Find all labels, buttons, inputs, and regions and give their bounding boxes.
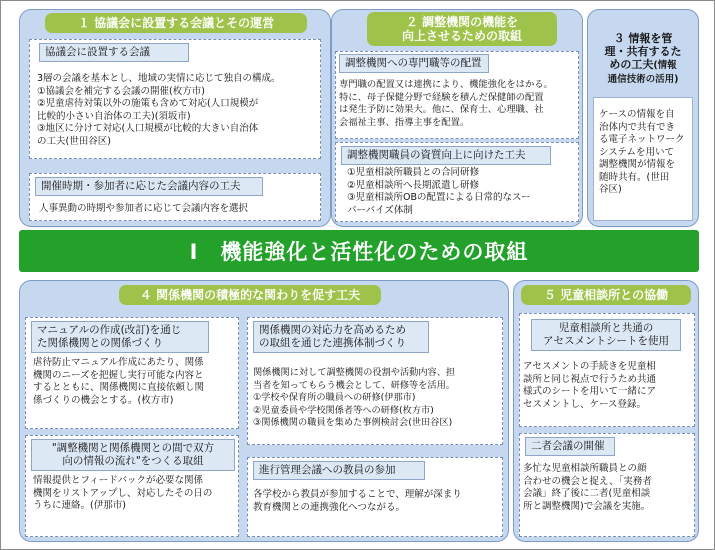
section-4-capacity-body: 関係機関に対して調整機関の役割や活動内容、担 当者を知ってもらう機会として、研修等を活用。 ①学校や保育所の職員への研修(伊那市) ②児童委員や学校関係者等への研修(枚方市) ③関係機関の職員を集めた事例検討会(世田谷区) xyxy=(253,367,456,428)
section-2-staffing-title: 調整機関への専門職等の配置 xyxy=(339,54,489,73)
section-2-staffing-body: 専門職の配置又は連携により、機能強化をはかる。 特に、母子保健分野で経験を積んだ保健師の配置 は発生予防に効果大。他に、保育士、心理職、社 会福祉主事、指導主事を配置。 xyxy=(339,79,553,128)
section-5-assessment-title: 児童相談所と共通の アセスメントシートを使用 xyxy=(531,319,681,351)
section-4-manual-title: マニュアルの作成(改訂)を通じ た関係機関との関係づくり xyxy=(31,321,209,353)
section-4-infoflow-body: 情報提供とフィードバックが必要な関係 機関をリストアップし、対応したその日の うちに連絡。(伊那市) xyxy=(33,475,213,511)
section-4-capacity-title: 関係機関の対応力を高めるため の取組を通じた連携体制づくり xyxy=(253,321,429,353)
section-4-title: ４ 関係機関の積極的な関わりを促す工夫 xyxy=(119,285,381,305)
section-4-manual-body: 虐待防止マニュアル作成にあたり、関係 機関のニーズを把握し実行可能な内容と するとともに、関係機関に直接依頼し関 係づくりの機会とする。(枚方市) xyxy=(33,357,205,406)
section-1-meeting-title: 協議会に設置する会議 xyxy=(39,43,189,62)
section-2-title: ２ 調整機関の機能を 向上させるための取組 xyxy=(367,12,557,46)
section-5-title: ５ 児童相談所との協働 xyxy=(521,285,691,305)
section-2-training-title: 調整機関職員の資質向上に向けた工夫 xyxy=(341,146,551,165)
section-4-teacher-title: 進行管理会議への教員の参加 xyxy=(253,461,425,480)
section-1-title: １ 協議会に設置する会議とその運営 xyxy=(45,13,307,33)
section-1-meeting-body: 3層の会議を基本とし、地域の実情に応じて独自の構成。 ①協議会を補完する会議の開催(枚方市) ②児童虐待対策以外の施策も含めて対応(人口規模が 比較的小さい自治体の工夫)(須坂市) ③地区に分けて対応(人口規模が比較的大きい自治体 の工夫(世田谷区) xyxy=(37,73,281,147)
section-5-assessment-body: アセスメントの手続きを児童相 談所と同じ視点で行うため共通 様式のシートを用いて一緒にア セスメントし、ケース登録。 xyxy=(523,361,657,410)
section-1-schedule-body: 人事異動の時期や参加者に応じて会議内容を選択 xyxy=(39,203,249,214)
section-1-schedule-title: 開催時期・参加者に応じた会議内容の工夫 xyxy=(35,177,263,196)
section-5-meeting-title: 二者会議の開催 xyxy=(525,437,615,456)
section-4-teacher-body: 各学校から教員が参加することで、理解が深まり 教育機関との連携強化へつながる。 xyxy=(253,489,462,513)
main-banner: Ⅰ 機能強化と活性化のための取組 xyxy=(19,230,699,272)
section-2-training-body: ①児童相談所職員との合同研修 ②児童相談所へ長期派遣し研修 ③児童相談所OBの配置による日常的なスー パーバイズ体制 xyxy=(347,167,531,216)
section-3-title-sub: (情報 通信技術の活用) xyxy=(607,60,679,85)
section-5-meeting-body: 多忙な児童相談所職員との顔 合わせの機会と捉え、「実務者 会議」終了後に二者(児童相談 所と調整機関)で会議を実施。 xyxy=(523,463,652,512)
section-4-infoflow-title: "調整機関と関係機関との間で双方 向の情報の流れ"をつくる取組 xyxy=(31,439,235,471)
section-3-body: ケースの情報を自 治体内で共有でき る電子ネットワーク システムを用いて 調整機関が情報を 随時共有。(世田 谷区) xyxy=(599,109,685,195)
section-3-title xyxy=(591,19,695,86)
section-3-title-main: ３ 情報を管 理・共有するた めの工夫 xyxy=(604,32,682,71)
